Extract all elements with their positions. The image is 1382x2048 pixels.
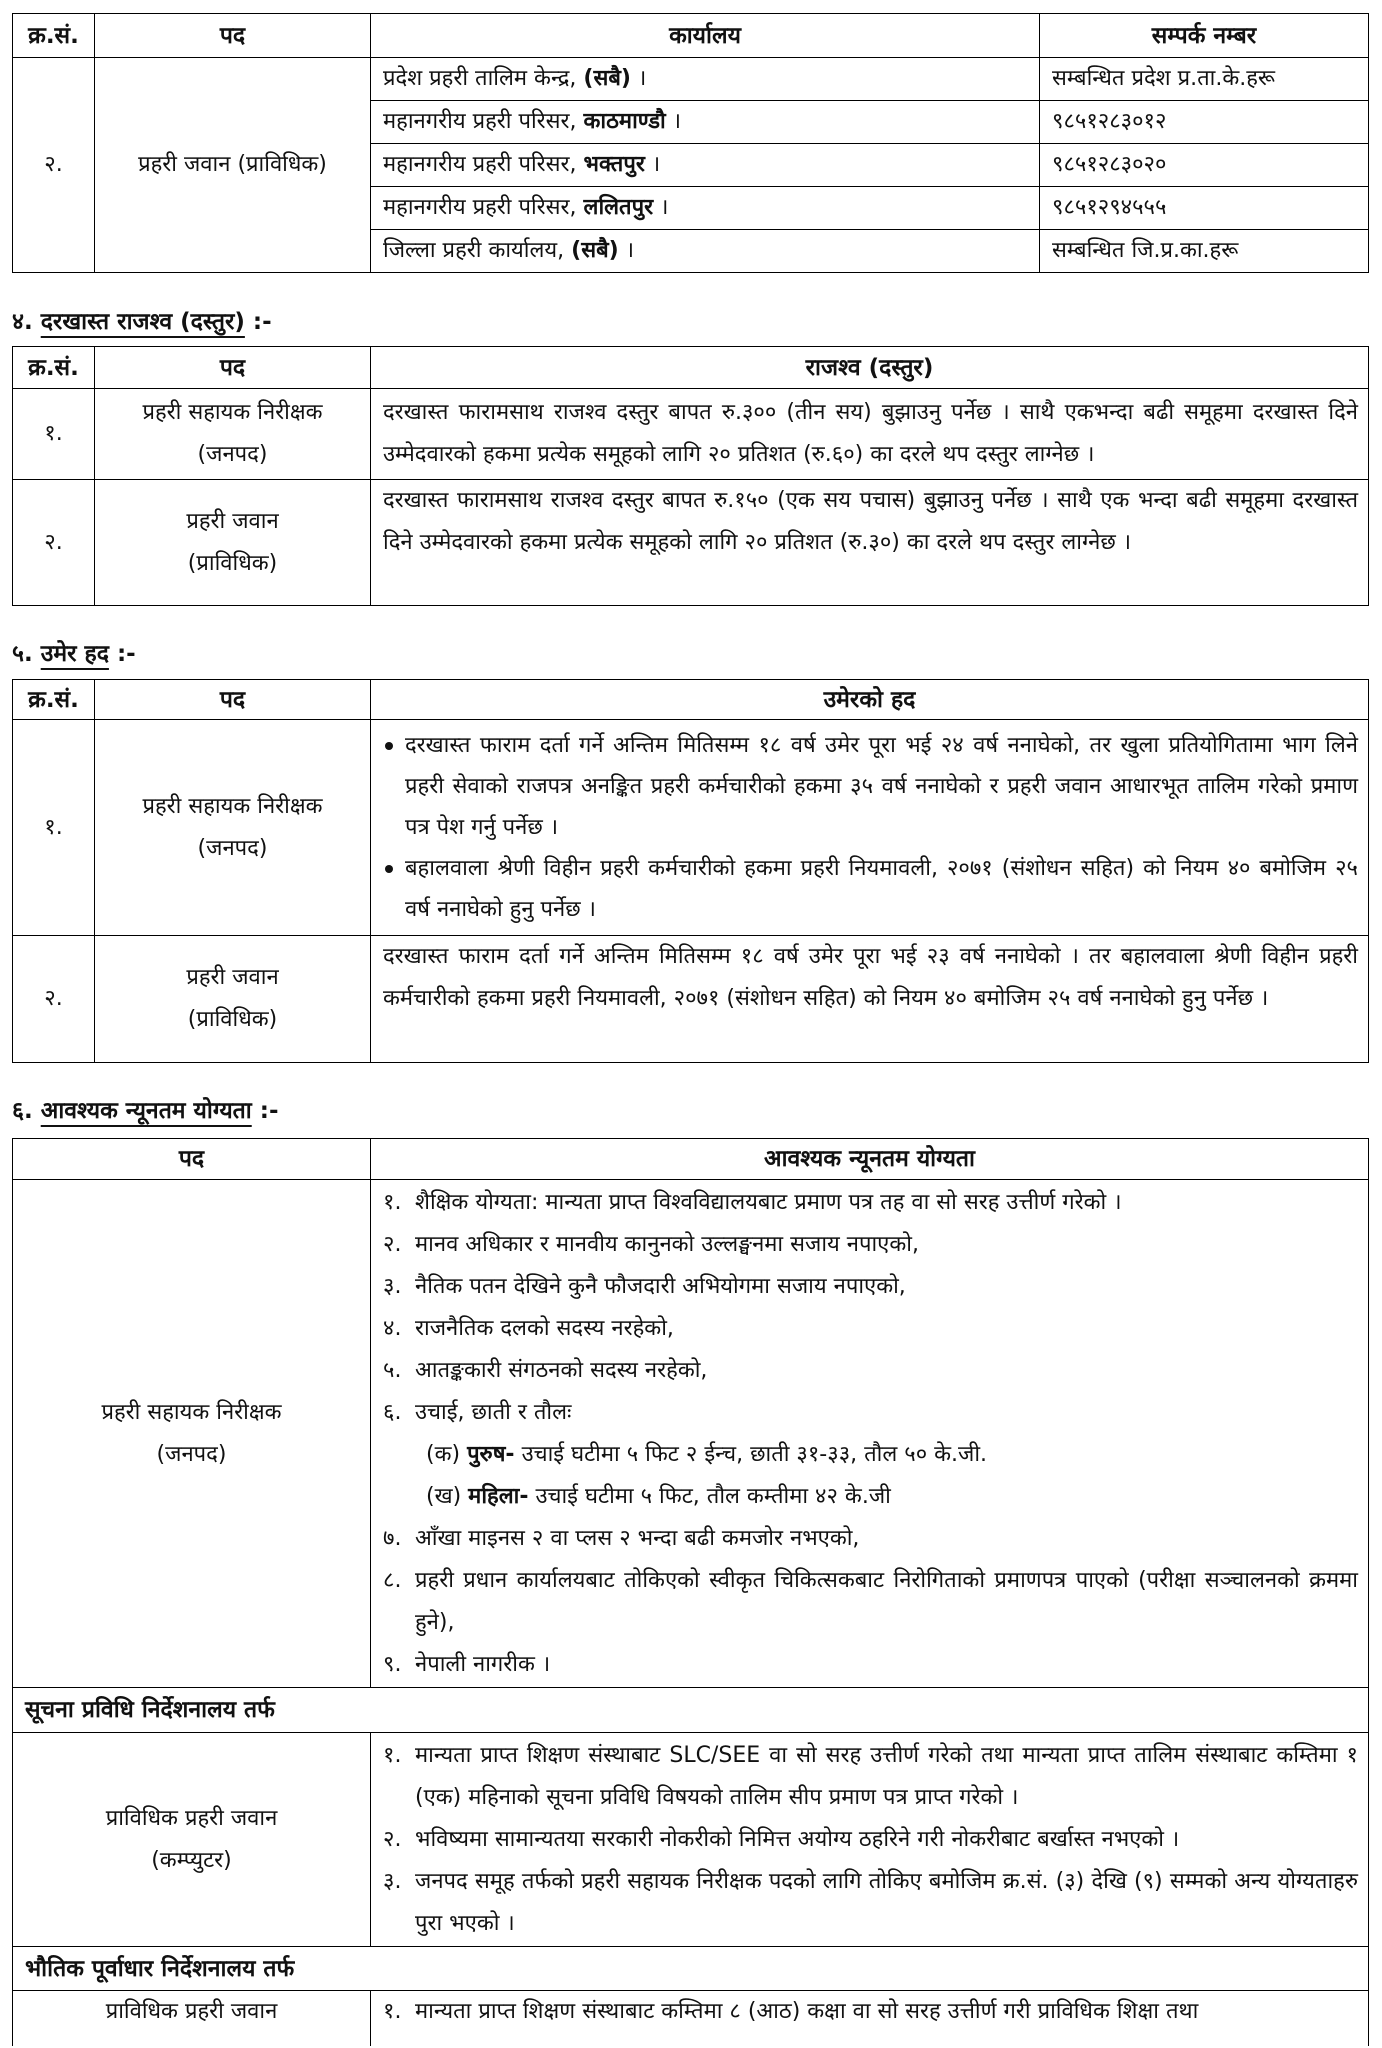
item-number: ७. — [383, 1526, 402, 1551]
list-item — [383, 1644, 1358, 1686]
list-item — [383, 1735, 1358, 1819]
item-text: मानव अधिकार र मानवीय कानुनको उल्लङ्घनमा सजाय नपाएको, — [415, 1232, 919, 1257]
item-text: उचाई, छाती र तौलः — [415, 1400, 572, 1425]
post-group: (प्राविधिक) — [187, 550, 278, 576]
post-group: (जनपद) — [197, 442, 268, 467]
directorate-row — [13, 1947, 1369, 1991]
qualification-table — [12, 1138, 1369, 2046]
item-number: ३. — [383, 1869, 402, 1894]
bullet-marker — [383, 848, 405, 930]
office-place: काठमाण्डौ — [583, 109, 666, 134]
bullet-item — [383, 848, 1358, 930]
item-number: ३. — [383, 1274, 402, 1299]
post-cell — [13, 1991, 371, 2046]
header-post: पद — [95, 347, 371, 389]
list-item — [383, 1266, 1358, 1308]
table-body — [13, 58, 1369, 273]
list-item — [383, 1350, 1358, 1392]
directorate-heading: सूचना प्रविधि निर्देशनालय तर्फ — [13, 1688, 1369, 1733]
office-cell — [371, 230, 1040, 273]
office-cell — [371, 58, 1040, 101]
qualification-cell — [371, 1991, 1369, 2046]
item-number: १. — [383, 1743, 402, 1768]
header-post: पद — [95, 680, 371, 720]
fee-text-cell: दरखास्त फारामसाथ राजश्व दस्तुर बापत रु.१५० (एक सय पचास) बुझाउनु पर्नेछ । साथै एक भन्दा बढी समूहमा दरखास्त दिने उम्मेदवारको हकमा प्रत्येक समूहको लागि २० प्रतिशत (रु.३०) का दरले थप दस्तुर लाग्नेछ । — [371, 480, 1369, 606]
post-name: प्रहरी सहायक निरीक्षक — [142, 400, 323, 425]
header-office: कार्यालय — [371, 14, 1040, 58]
table-header-row — [13, 14, 1369, 58]
contact-cell: सम्बन्धित जि.प्र.का.हरू — [1040, 230, 1369, 273]
list-item — [383, 1819, 1358, 1861]
section-heading-fee — [12, 301, 272, 343]
post-cell — [13, 1180, 371, 1688]
sub-item-label: (ख) — [426, 1484, 462, 1509]
item-text: शैक्षिक योग्यता: मान्यता प्राप्त विश्वविद्यालयबाट प्रमाण पत्र तह वा सो सरह उत्तीर्ण गरेको । — [415, 1190, 1122, 1215]
section-suffix: :- — [259, 1098, 279, 1124]
item-text: मान्यता प्राप्त शिक्षण संस्थाबाट कम्तिमा ८ (आठ) कक्षा वा सो सरह उत्तीर्ण गरी प्राविधिक शिक्षा तथा — [415, 1999, 1199, 2024]
qualification-cell — [371, 1180, 1369, 1688]
office-end: । — [660, 195, 669, 220]
table-header-row — [13, 1139, 1369, 1180]
age-limit-cell: दरखास्त फाराम दर्ता गर्ने अन्तिम मितिसम्म १८ वर्ष उमेर पूरा भई २३ वर्ष ननाघेको । तर बहालवाला श्रेणी विहीन प्रहरी कर्मचारीको हकमा प्रहरी नियमावली, २०७१ (संशोधन सहित) को नियम ४० बमोजिम २५ वर्ष ननाघेको हुनु पर्नेछ । — [371, 936, 1369, 1063]
serial-cell: १. — [13, 720, 95, 936]
post-name: प्राविधिक प्रहरी जवान — [105, 1805, 278, 1831]
section-suffix: :- — [252, 309, 272, 335]
post-name: प्रहरी सहायक निरीक्षक — [142, 793, 323, 819]
office-name: प्रदेश प्रहरी तालिम केन्द्र, — [383, 66, 577, 91]
item-text: नैतिक पतन देखिने कुनै फौजदारी अभियोगमा सजाय नपाएको, — [415, 1274, 906, 1299]
item-text: भविष्यमा सामान्यतया सरकारी नोकरीको निमित्त अयोग्य ठहरिने गरी नोकरीबाट बर्खास्त नभएको । — [415, 1827, 1180, 1852]
header-contact: सम्पर्क नम्बर — [1040, 14, 1369, 58]
post-name: प्रहरी जवान — [186, 965, 279, 990]
sub-item-text: उचाई घटीमा ५ फिट २ ईन्च, छाती ३१-३३, तौल ५० के.जी. — [521, 1442, 988, 1467]
section-heading-qualification — [12, 1090, 279, 1132]
post-name: प्रहरी जवान — [138, 152, 231, 177]
table-row — [13, 936, 1369, 1063]
item-number: ९. — [383, 1652, 402, 1677]
age-limit-cell — [371, 720, 1369, 936]
office-cell — [371, 101, 1040, 144]
item-number: ४. — [383, 1316, 402, 1341]
item-text: प्रहरी प्रधान कार्यालयबाट तोकिएको स्वीकृत चिकित्सकबाट निरोगिताको प्रमाणपत्र पाएको (परीक्षा सञ्चालनको क्रममा हुने), — [415, 1568, 1358, 1635]
office-end: । — [625, 238, 635, 263]
list-item — [383, 1991, 1358, 2033]
item-number: ५. — [383, 1358, 402, 1383]
list-item — [383, 1224, 1358, 1266]
contact-cell: ९८५१२८३०१२ — [1040, 101, 1369, 144]
section-number: ४. — [12, 309, 33, 335]
table-header-row — [13, 347, 1369, 389]
office-cell — [371, 144, 1040, 187]
office-cell — [371, 187, 1040, 230]
office-name: जिल्ला प्रहरी कार्यालय, — [383, 238, 565, 263]
age-limit-table — [12, 679, 1369, 1063]
serial-cell: २. — [13, 936, 95, 1063]
qualification-cell — [371, 1733, 1369, 1947]
office-name: महानगरीय प्रहरी परिसर, — [383, 109, 577, 134]
section-title: आवश्यक न्यूनतम योग्यता — [40, 1098, 252, 1124]
table-header-row — [13, 680, 1369, 720]
table-row — [13, 1991, 1369, 2046]
office-place: भक्तपुर — [583, 152, 645, 177]
post-cell — [95, 936, 371, 1063]
list-item — [383, 1308, 1358, 1350]
post-name: प्राविधिक प्रहरी जवान — [105, 1999, 278, 2024]
section-suffix: :- — [116, 641, 136, 667]
post-group: (जनपद) — [156, 1441, 227, 1467]
item-number: ६. — [383, 1400, 402, 1425]
directorate-row — [13, 1688, 1369, 1733]
serial-cell: २. — [13, 480, 95, 606]
section-title: उमेर हद — [40, 641, 109, 667]
office-end: । — [672, 109, 682, 134]
item-text: राजनैतिक दलको सदस्य नरहेको, — [415, 1316, 674, 1341]
post-group: (प्राविधिक) — [187, 1007, 278, 1032]
header-serial: क्र.सं. — [13, 347, 95, 389]
section-title: दरखास्त राजश्व (दस्तुर) — [40, 309, 245, 335]
table-row — [13, 389, 1369, 480]
item-number: १. — [383, 1999, 402, 2024]
office-contact-table — [12, 13, 1369, 273]
item-text: मान्यता प्राप्त शिक्षण संस्थाबाट SLC/SEE वा सो सरह उत्तीर्ण गरेको तथा मान्यता प्राप्त तालिम संस्थाबाट कम्तिमा १ (एक) महिनाको सूचना प्रविधि विषयको तालिम सीप प्रमाण पत्र प्राप्त गरेको । — [415, 1743, 1358, 1810]
gender-label: महिला- — [468, 1484, 529, 1509]
contact-cell: सम्बन्धित प्रदेश प्र.ता.के.हरू — [1040, 58, 1369, 101]
post-group: (जनपद) — [197, 835, 268, 861]
bullet-item — [383, 725, 1358, 848]
item-text: जनपद समूह तर्फको प्रहरी सहायक निरीक्षक पदको लागि तोकिए बमोजिम क्र.सं. (३) देखि (९) सम्मको अन्य योग्यताहरु पुरा भएको । — [415, 1869, 1358, 1936]
header-serial: क्र.सं. — [13, 14, 95, 58]
header-qualification: आवश्यक न्यूनतम योग्यता — [371, 1139, 1369, 1180]
physical-requirement-female — [383, 1476, 1358, 1518]
bullet-text: दरखास्त फाराम दर्ता गर्ने अन्तिम मितिसम्म १८ वर्ष उमेर पूरा भई २४ वर्ष ननाघेको, तर खुला प्रतियोगितामा भाग लिने प्रहरी सेवाको राजपत्र अनङ्कित प्रहरी कर्मचारीको हकमा ३५ वर्ष ननाघेको र प्रहरी जवान आधारभूत तालिम गरेको प्रमाण पत्र पेश गर्नु पर्नेछ । — [405, 733, 1358, 840]
office-name: महानगरीय प्रहरी परिसर, — [383, 152, 577, 177]
post-cell — [13, 1733, 371, 1947]
item-text: आतङ्ककारी संगठनको सदस्य नरहेको, — [415, 1358, 708, 1383]
sub-item-text: उचाई घटीमा ५ फिट, तौल कम्तीमा ४२ के.जी — [535, 1484, 891, 1509]
post-group: (कम्प्युटर) — [151, 1847, 232, 1873]
item-number: १. — [383, 1190, 402, 1215]
header-post: पद — [13, 1139, 371, 1180]
section-number: ५. — [12, 641, 33, 667]
header-post: पद — [95, 14, 371, 58]
fee-table — [12, 346, 1369, 606]
office-name: महानगरीय प्रहरी परिसर, — [383, 195, 577, 220]
table-row — [13, 1180, 1369, 1688]
header-fee: राजश्व (दस्तुर) — [371, 347, 1369, 389]
fee-text-cell: दरखास्त फारामसाथ राजश्व दस्तुर बापत रु.३०० (तीन सय) बुझाउनु पर्नेछ । साथै एकभन्दा बढी समूहमा दरखास्त दिने उम्मेदवारको हकमा प्रत्येक समूहको लागि २० प्रतिशत (रु.६०) का दरले थप दस्तुर लाग्नेछ । — [371, 389, 1369, 480]
header-age-limit: उमेरको हद — [371, 680, 1369, 720]
office-place: (सबै) — [571, 238, 619, 263]
office-place: (सबै) — [583, 66, 631, 91]
list-item — [383, 1560, 1358, 1644]
sub-item-label: (क) — [426, 1442, 461, 1467]
post-cell — [95, 389, 371, 480]
item-number: ८. — [383, 1568, 402, 1593]
post-name: प्रहरी सहायक निरीक्षक — [101, 1399, 282, 1425]
post-cell — [95, 720, 371, 936]
list-item — [383, 1518, 1358, 1560]
bullet-text: बहालवाला श्रेणी विहीन प्रहरी कर्मचारीको हकमा प्रहरी नियमावली, २०७१ (संशोधन सहित) को नियम ४० बमोजिम २५ वर्ष ननाघेको हुनु पर्नेछ । — [405, 856, 1358, 922]
header-serial: क्र.सं. — [13, 680, 95, 720]
office-end: । — [637, 66, 647, 91]
item-number: २. — [383, 1827, 402, 1852]
table-row — [13, 1733, 1369, 1947]
list-item — [383, 1392, 1358, 1434]
office-place: ललितपुर — [583, 195, 654, 220]
directorate-heading: भौतिक पूर्वाधार निर्देशनालय तर्फ — [13, 1947, 1369, 1991]
gender-label: पुरुष- — [467, 1442, 515, 1467]
section-number: ६. — [12, 1098, 33, 1124]
list-item — [383, 1182, 1358, 1224]
contact-cell: ९८५१२८३०२० — [1040, 144, 1369, 187]
physical-requirement-male — [383, 1434, 1358, 1476]
serial-cell: २. — [13, 58, 95, 273]
bullet-marker — [383, 725, 405, 848]
table-row — [13, 720, 1369, 936]
post-name: प्रहरी जवान — [186, 508, 279, 534]
item-text: आँखा माइनस २ वा प्लस २ भन्दा बढी कमजोर नभएको, — [415, 1526, 860, 1551]
table-row — [13, 480, 1369, 606]
item-text: नेपाली नागरीक । — [415, 1652, 551, 1677]
post-cell — [95, 480, 371, 606]
post-group: (प्राविधिक) — [237, 152, 327, 177]
list-item — [383, 1861, 1358, 1945]
post-cell — [95, 58, 371, 273]
item-number: २. — [383, 1232, 402, 1257]
section-heading-age — [12, 633, 136, 675]
office-end: । — [651, 152, 661, 177]
serial-cell: १. — [13, 389, 95, 480]
contact-cell: ९८५१२९४५५५ — [1040, 187, 1369, 230]
